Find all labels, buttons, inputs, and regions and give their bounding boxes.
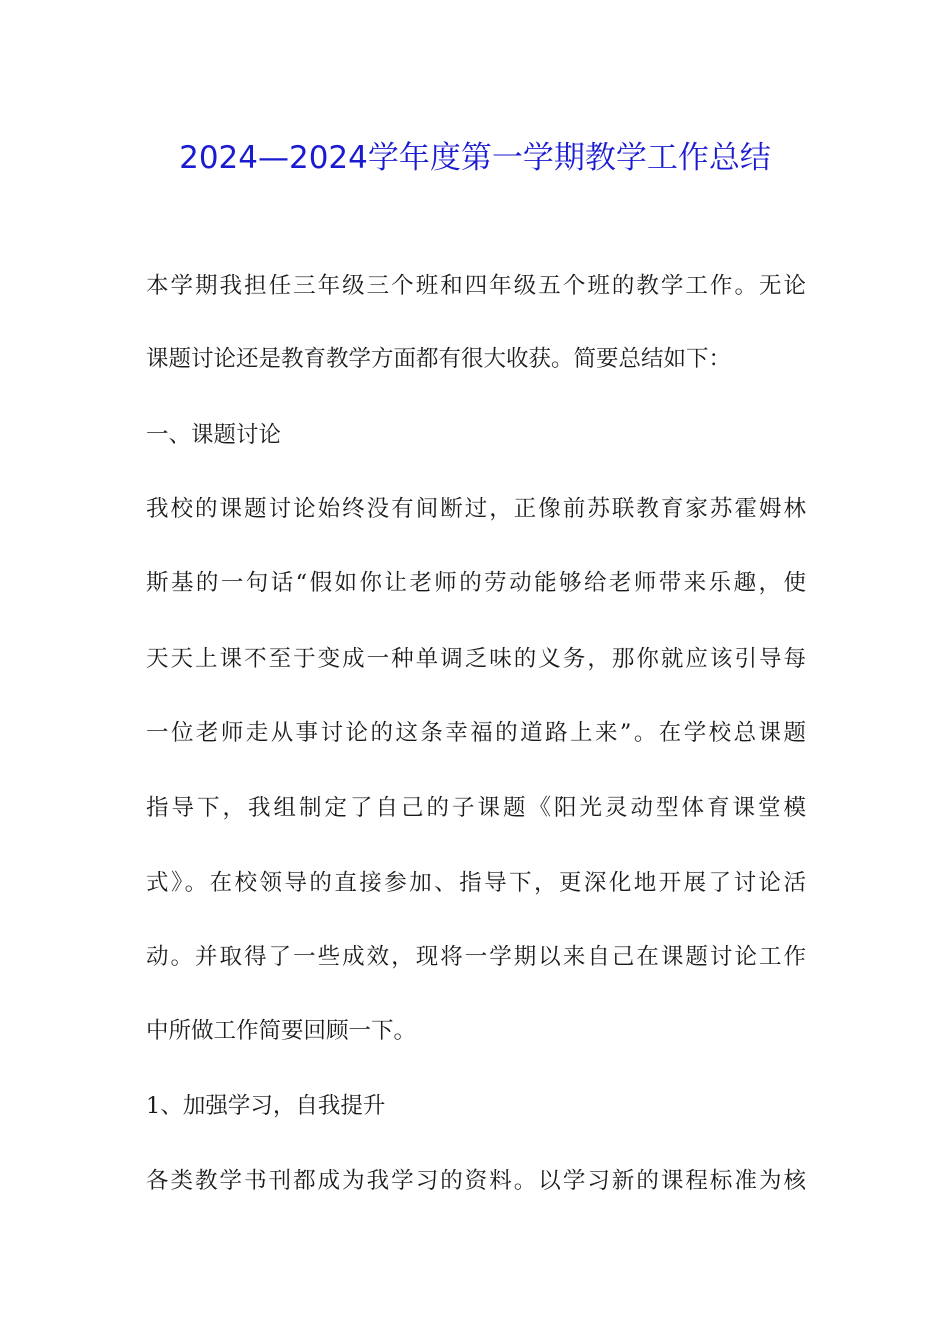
paragraph-line-9: 动。并取得了一些成效，现将一学期以来自己在课题讨论工作 bbox=[146, 944, 806, 970]
document-title: 2024—2024学年度第一学期教学工作总结 bbox=[179, 140, 771, 176]
paragraph-line-5: 天天上课不至于变成一种单调乏味的义务，那你就应该引导每 bbox=[146, 646, 806, 672]
paragraph-line-1: 本学期我担任三年级三个班和四年级五个班的教学工作。无论 bbox=[146, 273, 806, 299]
paragraph-line-2: 课题讨论还是教育教学方面都有很大收获。简要总结如下： bbox=[146, 346, 732, 372]
section-heading-2: 1、加强学习，自我提升 bbox=[146, 1093, 386, 1119]
paragraph-line-6: 一位老师走从事讨论的这条幸福的道路上来”。在学校总课题 bbox=[146, 720, 806, 746]
paragraph-line-3: 我校的课题讨论始终没有间断过，正像前苏联教育家苏霍姆林 bbox=[146, 496, 806, 522]
paragraph-line-7: 指导下，我组制定了自己的子课题《阳光灵动型体育课堂模 bbox=[146, 795, 806, 821]
paragraph-line-10: 中所做工作简要回顾一下。 bbox=[146, 1018, 417, 1044]
section-heading-1: 一、课题讨论 bbox=[146, 422, 282, 448]
paragraph-line-8: 式》。在校领导的直接参加、指导下，更深化地开展了讨论活 bbox=[146, 870, 806, 896]
paragraph-line-11: 各类教学书刊都成为我学习的资料。以学习新的课程标准为核 bbox=[146, 1168, 806, 1194]
paragraph-line-4: 斯基的一句话“假如你让老师的劳动能够给老师带来乐趣，使 bbox=[146, 570, 806, 596]
